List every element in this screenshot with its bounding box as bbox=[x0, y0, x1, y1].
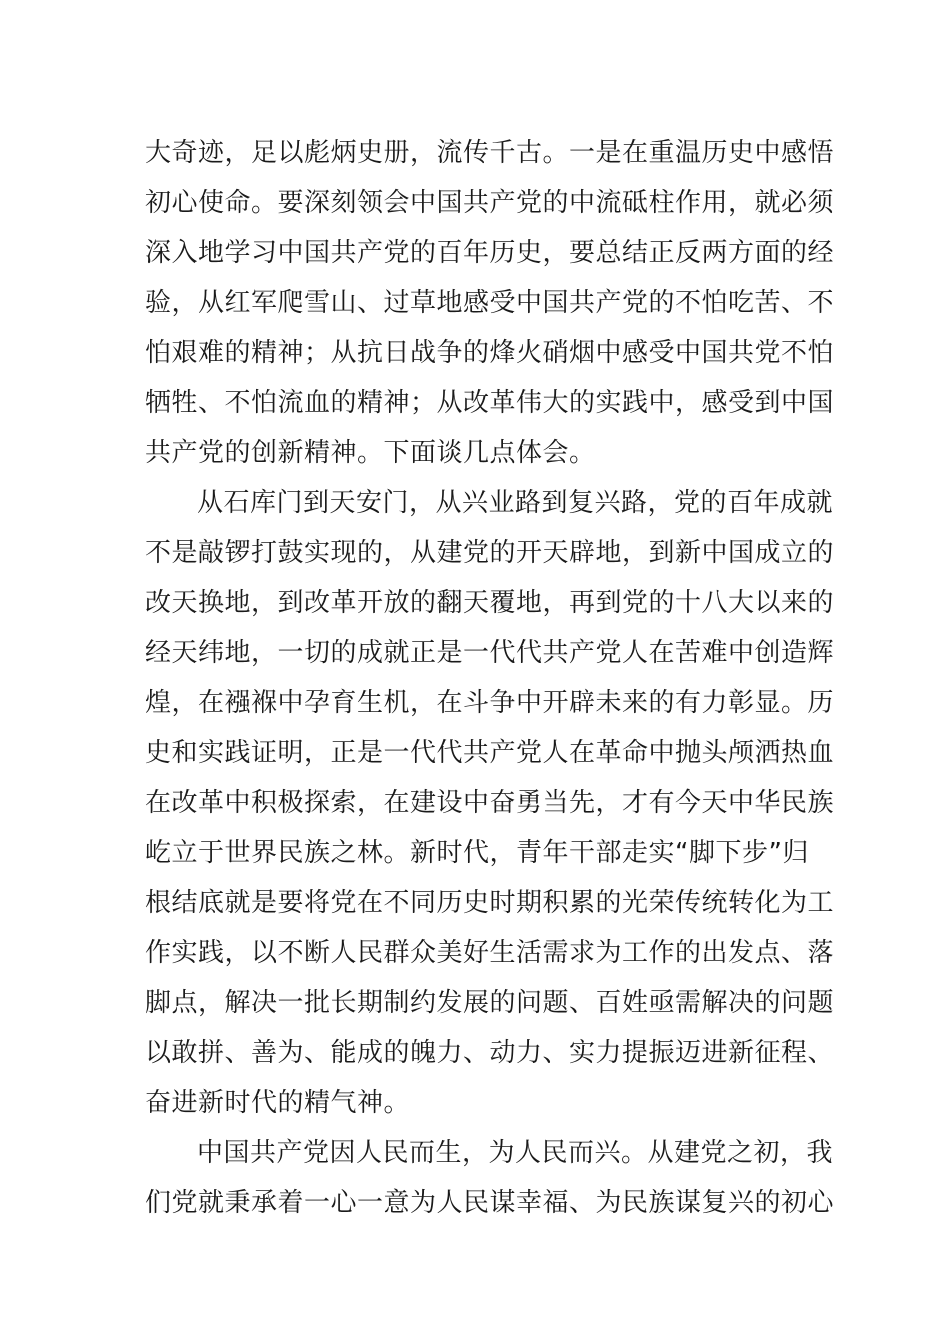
text-line: 验，从红军爬雪山、过草地感受中国共产党的不怕吃苦、不 bbox=[145, 288, 835, 318]
text-line: 史和实践证明，正是一代代共产党人在革命中抛头颅洒热血 bbox=[145, 738, 835, 768]
text-line: 牺牲、不怕流血的精神；从改革伟大的实践中，感受到中国 bbox=[145, 388, 835, 418]
text-line: 中国共产党因人民而生，为人民而兴。从建党之初，我 bbox=[197, 1138, 834, 1168]
paragraph-3 bbox=[145, 1128, 835, 1228]
text-line: 共产党的创新精神。下面谈几点体会。 bbox=[145, 438, 596, 468]
text-line: 不是敲锣打鼓实现的，从建党的开天辟地，到新中国成立的 bbox=[145, 538, 835, 568]
text-line: 经天纬地，一切的成就正是一代代共产党人在苦难中创造辉 bbox=[145, 638, 835, 668]
text-line: 在改革中积极探索，在建设中奋勇当先，才有今天中华民族 bbox=[145, 788, 835, 818]
text-line: 大奇迹，足以彪炳史册，流传千古。一是在重温历史中感悟 bbox=[145, 138, 835, 168]
text-line: 根结底就是要将党在不同历史时期积累的光荣传统转化为工 bbox=[145, 888, 835, 918]
text-line: 煌，在襁褓中孕育生机，在斗争中开辟未来的有力彰显。历 bbox=[145, 688, 835, 718]
paragraph-2 bbox=[145, 478, 835, 1128]
text-line: 们党就秉承着一心一意为人民谋幸福、为民族谋复兴的初心 bbox=[145, 1188, 835, 1218]
paragraph-1 bbox=[145, 128, 835, 478]
text-line: 初心使命。要深刻领会中国共产党的中流砥柱作用，就必须 bbox=[145, 188, 835, 218]
text-line: 作实践，以不断人民群众美好生活需求为工作的出发点、落 bbox=[145, 938, 835, 968]
text-line: 从石库门到天安门，从兴业路到复兴路，党的百年成就 bbox=[197, 488, 834, 518]
text-line: 深入地学习中国共产党的百年历史，要总结正反两方面的经 bbox=[145, 238, 835, 268]
text-line: 屹立于世界民族之林。新时代，青年干部走实“脚下步”归 bbox=[145, 838, 809, 868]
text-line: 怕艰难的精神；从抗日战争的烽火硝烟中感受中国共党不怕 bbox=[145, 338, 835, 368]
body-text bbox=[145, 128, 835, 1228]
text-line: 以敢拼、善为、能成的魄力、动力、实力提振迈进新征程、 bbox=[145, 1038, 835, 1068]
text-line: 改天换地，到改革开放的翻天覆地，再到党的十八大以来的 bbox=[145, 588, 835, 618]
text-line: 脚点，解决一批长期制约发展的问题、百姓亟需解决的问题 bbox=[145, 988, 835, 1018]
text-line: 奋进新时代的精气神。 bbox=[145, 1088, 411, 1118]
